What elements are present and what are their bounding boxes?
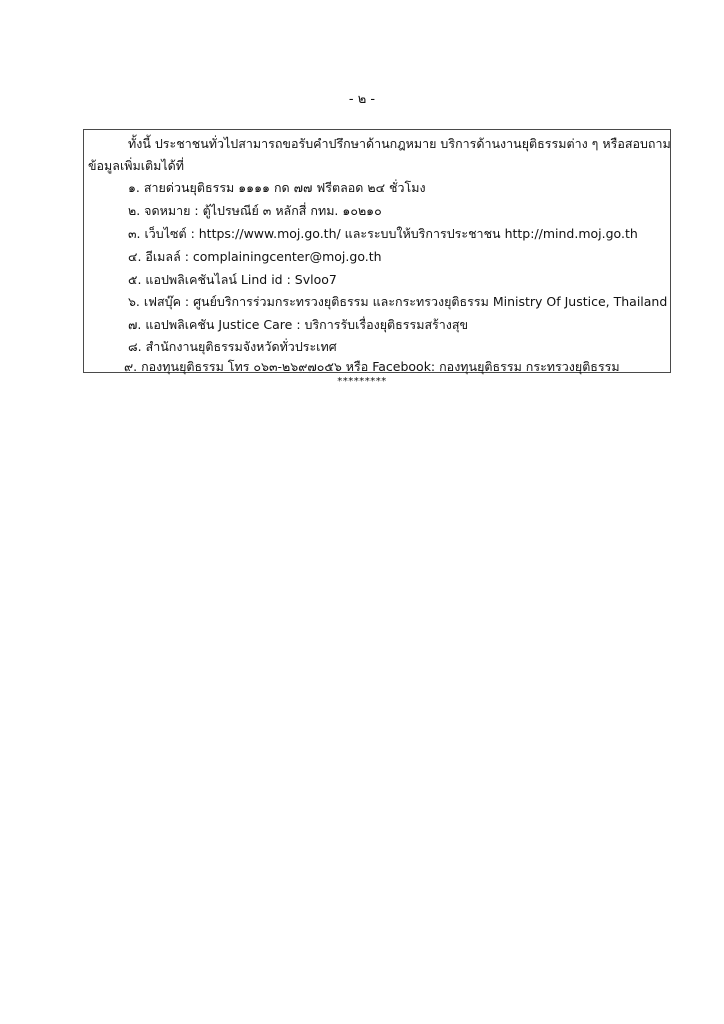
contact-info-box — [83, 129, 671, 373]
contact-item-hotline: ๑. สายด่วนยุติธรรม ๑๑๑๑ กด ๗๗ ฟรีตลอด ๒๔ ชั่วโมง — [128, 180, 426, 195]
page-number: - ๒ - — [348, 92, 376, 107]
contact-item-provincial-offices: ๘. สำนักงานยุติธรรมจังหวัดทั่วประเทศ — [128, 339, 337, 354]
contact-item-website: ๓. เว็บไซต์ : https://www.moj.go.th/ และระบบให้บริการประชาชน http://mind.moj.go.th — [128, 226, 638, 241]
intro-text-line-2: ข้อมูลเพิ่มเติมได้ที่ — [88, 158, 184, 173]
contact-item-line-app: ๕. แอปพลิเคชันไลน์ Lind id : Svloo7 — [128, 272, 337, 287]
contact-item-justice-care-app: ๗. แอปพลิเคชัน Justice Care : บริการรับเรื่องยุติธรรมสร้างสุข — [128, 317, 469, 332]
contact-item-justice-fund: ๙. กองทุนยุติธรรม โทร ๐๖๓-๒๖๙๗๐๕๖ หรือ Facebook: กองทุนยุติธรรม กระทรวงยุติธรรม — [124, 359, 620, 374]
end-separator: ********* — [337, 376, 387, 387]
contact-item-mail: ๒. จดหมาย : ตู้ไปรษณีย์ ๓ หลักสี่ กทม. ๑๐๒๑๐ — [128, 203, 382, 218]
contact-item-email: ๔. อีเมลล์ : complainingcenter@moj.go.th — [128, 249, 382, 264]
intro-text-line-1: ทั้งนี้ ประชาชนทั่วไปสามารถขอรับคำปรึกษาด้านกฎหมาย บริการด้านงานยุติธรรมต่าง ๆ หรือสอบถาม — [128, 136, 671, 151]
contact-item-facebook: ๖. เฟสบุ๊ค : ศูนย์บริการร่วมกระทรวงยุติธรรม และกระทรวงยุติธรรม Ministry Of Justice, Thailand — [128, 294, 668, 309]
